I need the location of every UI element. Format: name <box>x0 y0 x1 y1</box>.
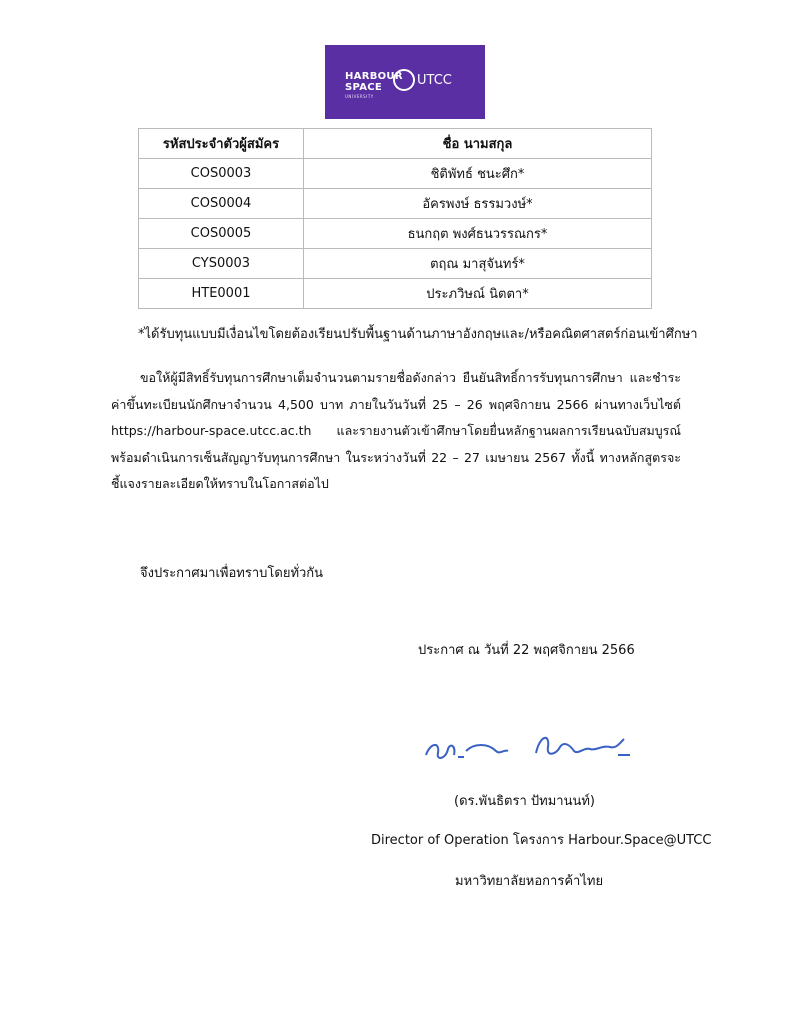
announcement-date: ประกาศ ณ วันที่ 22 พฤศจิกายน 2566 <box>418 643 635 658</box>
applicant-name: ชิติพัทธ์ ชนะศึก* <box>304 159 652 189</box>
applicant-id: HTE0001 <box>139 279 304 309</box>
header-full-name: ชื่อ นามสกุล <box>304 129 652 159</box>
applicant-id: CYS0003 <box>139 249 304 279</box>
signer-name: (ดร.พันธิตรา ปัทมานนท์) <box>454 794 595 809</box>
logo-text-utcc: UTCC <box>417 73 452 88</box>
applicant-id: COS0003 <box>139 159 304 189</box>
table-row <box>139 219 652 249</box>
conditional-scholarship-note: *ได้รับทุนแบบมีเงื่อนไขโดยต้องเรียนปรับพื้นฐานด้านภาษาอังกฤษและ/หรือคณิตศาสตร์ก่อนเข้าศึกษา <box>138 327 698 342</box>
table-row <box>139 279 652 309</box>
closing-statement: จึงประกาศมาเพื่อทราบโดยทั่วกัน <box>140 566 324 581</box>
applicant-table <box>138 128 652 309</box>
applicant-id: COS0004 <box>139 189 304 219</box>
logo-text-university: UNIVERSITY <box>345 94 374 99</box>
signer-title: Director of Operation โครงการ Harbour.Space@UTCC <box>371 833 712 848</box>
logo-text-space: SPACE <box>345 82 383 93</box>
table-row <box>139 189 652 219</box>
applicant-name: ประภวิษณ์ นิตตา* <box>304 279 652 309</box>
harbour-space-utcc-logo <box>325 45 485 119</box>
table-row <box>139 159 652 189</box>
applicant-name: อัครพงษ์ ธรรมวงษ์* <box>304 189 652 219</box>
logo-text-harbour: HARBOUR <box>345 71 403 82</box>
logo-circle-icon <box>393 69 415 91</box>
applicant-name: ตฤณ มาสุจันทร์* <box>304 249 652 279</box>
table-header-row <box>139 129 652 159</box>
table-row <box>139 249 652 279</box>
header-applicant-id: รหัสประจำตัวผู้สมัคร <box>139 129 304 159</box>
instructions-paragraph: ขอให้ผู้มีสิทธิ์รับทุนการศึกษาเต็มจำนวนตามรายชื่อดังกล่าว ยืนยันสิทธิ์การรับทุนการศึกษา และชำระค่าขึ้นทะเบียนนักศึกษาจำนวน 4,500 บาท ภายในวันวันที่ 25 – 26 พฤศจิกายน 2566 ผ่านทางเว็บไซต์ https://harbour-space.utcc.ac.th และรายงานตัวเข้าศึกษาโดยยื่นหลักฐานผลการเรียนฉบับสมบูรณ์ พร้อมดำเนินการเซ็นสัญญารับทุนการศึกษา ในระหว่างวันที่ 22 – 27 เมษายน 2567 ทั้งนี้ ทางหลักสูตรจะชี้แจงรายละเอียดให้ทราบในโอกาสต่อไป <box>111 370 681 491</box>
signer-organization: มหาวิทยาลัยหอการค้าไทย <box>455 874 604 889</box>
applicant-id: COS0005 <box>139 219 304 249</box>
handwritten-signature <box>418 715 638 775</box>
applicant-name: ธนกฤต พงศ์ธนวรรณกร* <box>304 219 652 249</box>
